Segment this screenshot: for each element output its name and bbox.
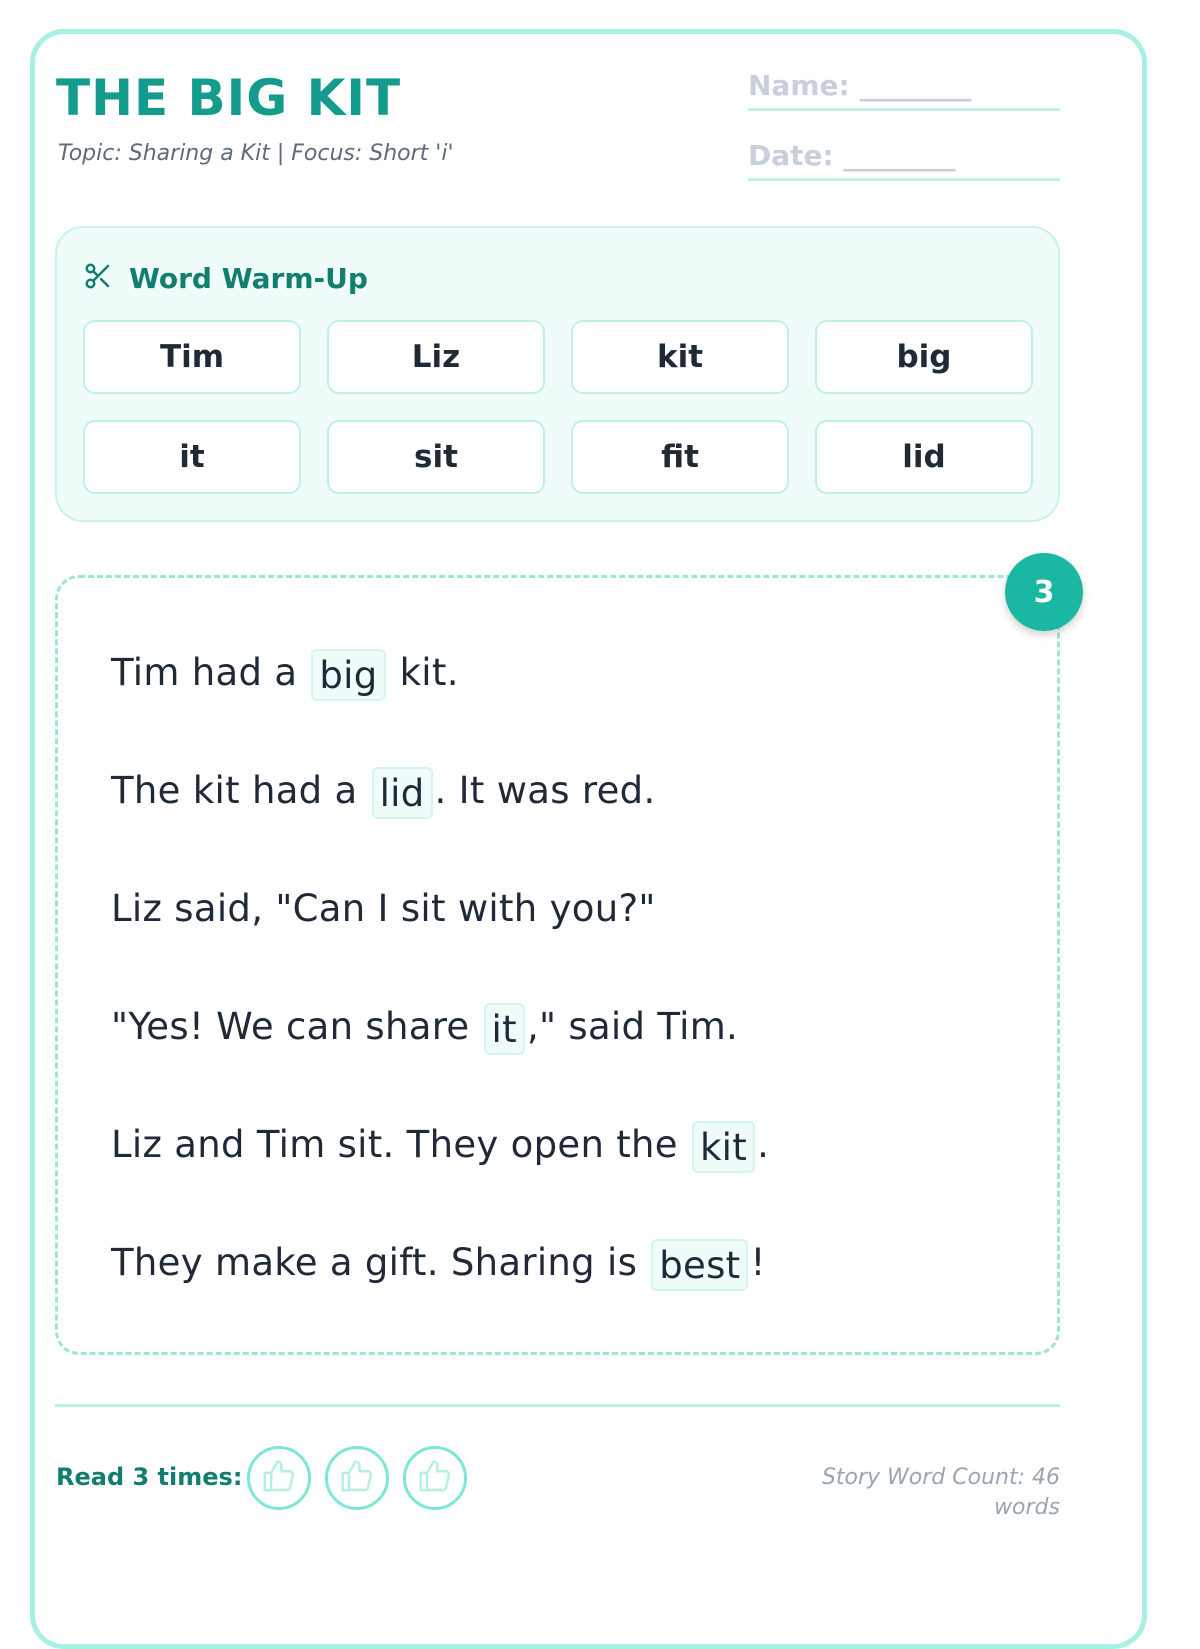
- footer-divider: [55, 1404, 1060, 1407]
- story-text: Liz said, "Can I sit with you?": [111, 887, 656, 930]
- thumbs-up-checkbox[interactable]: [403, 1446, 467, 1510]
- story-line: [111, 761, 769, 821]
- word-card[interactable]: fit: [571, 420, 789, 494]
- word-card[interactable]: Liz: [327, 320, 545, 394]
- warmup-header: [83, 258, 368, 298]
- name-field[interactable]: Name: ________: [748, 68, 1060, 111]
- story-text: Liz and Tim sit. They open the: [111, 1123, 690, 1166]
- story-word-count: Story Word Count: 46 words: [821, 1465, 1060, 1520]
- story-number-badge: 3: [1005, 553, 1083, 631]
- word-grid: [83, 320, 1035, 494]
- thumbs-up-icon: [338, 1457, 376, 1499]
- highlighted-word: kit: [692, 1121, 755, 1173]
- story-text: "Yes! We can share: [111, 1005, 482, 1048]
- story-text: The kit had a: [111, 769, 370, 812]
- thumbs-up-checkbox[interactable]: [325, 1446, 389, 1510]
- warmup-title: Word Warm-Up: [129, 261, 368, 295]
- story-panel: [55, 575, 1060, 1355]
- highlighted-word: best: [651, 1239, 748, 1291]
- word-card[interactable]: sit: [327, 420, 545, 494]
- read-times-label: Read 3 times:: [56, 1463, 243, 1491]
- story-text: Tim had a: [111, 651, 310, 694]
- highlighted-word: big: [311, 649, 385, 701]
- story-line: [111, 879, 769, 939]
- read-tracker: [247, 1446, 467, 1510]
- story-line: [111, 643, 769, 703]
- date-field[interactable]: Date: ________: [748, 138, 1060, 181]
- word-card[interactable]: Tim: [83, 320, 301, 394]
- story-line: [111, 1115, 769, 1175]
- page-subtitle: Topic: Sharing a Kit | Focus: Short 'i': [58, 141, 454, 166]
- word-warmup-panel: [55, 226, 1060, 522]
- story-text: !: [750, 1241, 766, 1284]
- highlighted-word: lid: [372, 767, 433, 819]
- word-card[interactable]: lid: [815, 420, 1033, 494]
- word-card[interactable]: big: [815, 320, 1033, 394]
- page-title: THE BIG KIT: [56, 69, 402, 127]
- story-text: .: [757, 1123, 770, 1166]
- word-card[interactable]: it: [83, 420, 301, 494]
- story-text: . It was red.: [434, 769, 656, 812]
- story-text: They make a gift. Sharing is: [111, 1241, 650, 1284]
- story-line: [111, 1233, 769, 1293]
- highlighted-word: it: [484, 1003, 525, 1055]
- scissors-icon: [83, 261, 113, 295]
- story-text: kit.: [387, 651, 459, 694]
- thumbs-up-icon: [260, 1457, 298, 1499]
- thumbs-up-icon: [416, 1457, 454, 1499]
- word-card[interactable]: kit: [571, 320, 789, 394]
- thumbs-up-checkbox[interactable]: [247, 1446, 311, 1510]
- story-text: ," said Tim.: [526, 1005, 739, 1048]
- story-lines: [111, 643, 769, 1351]
- story-line: [111, 997, 769, 1057]
